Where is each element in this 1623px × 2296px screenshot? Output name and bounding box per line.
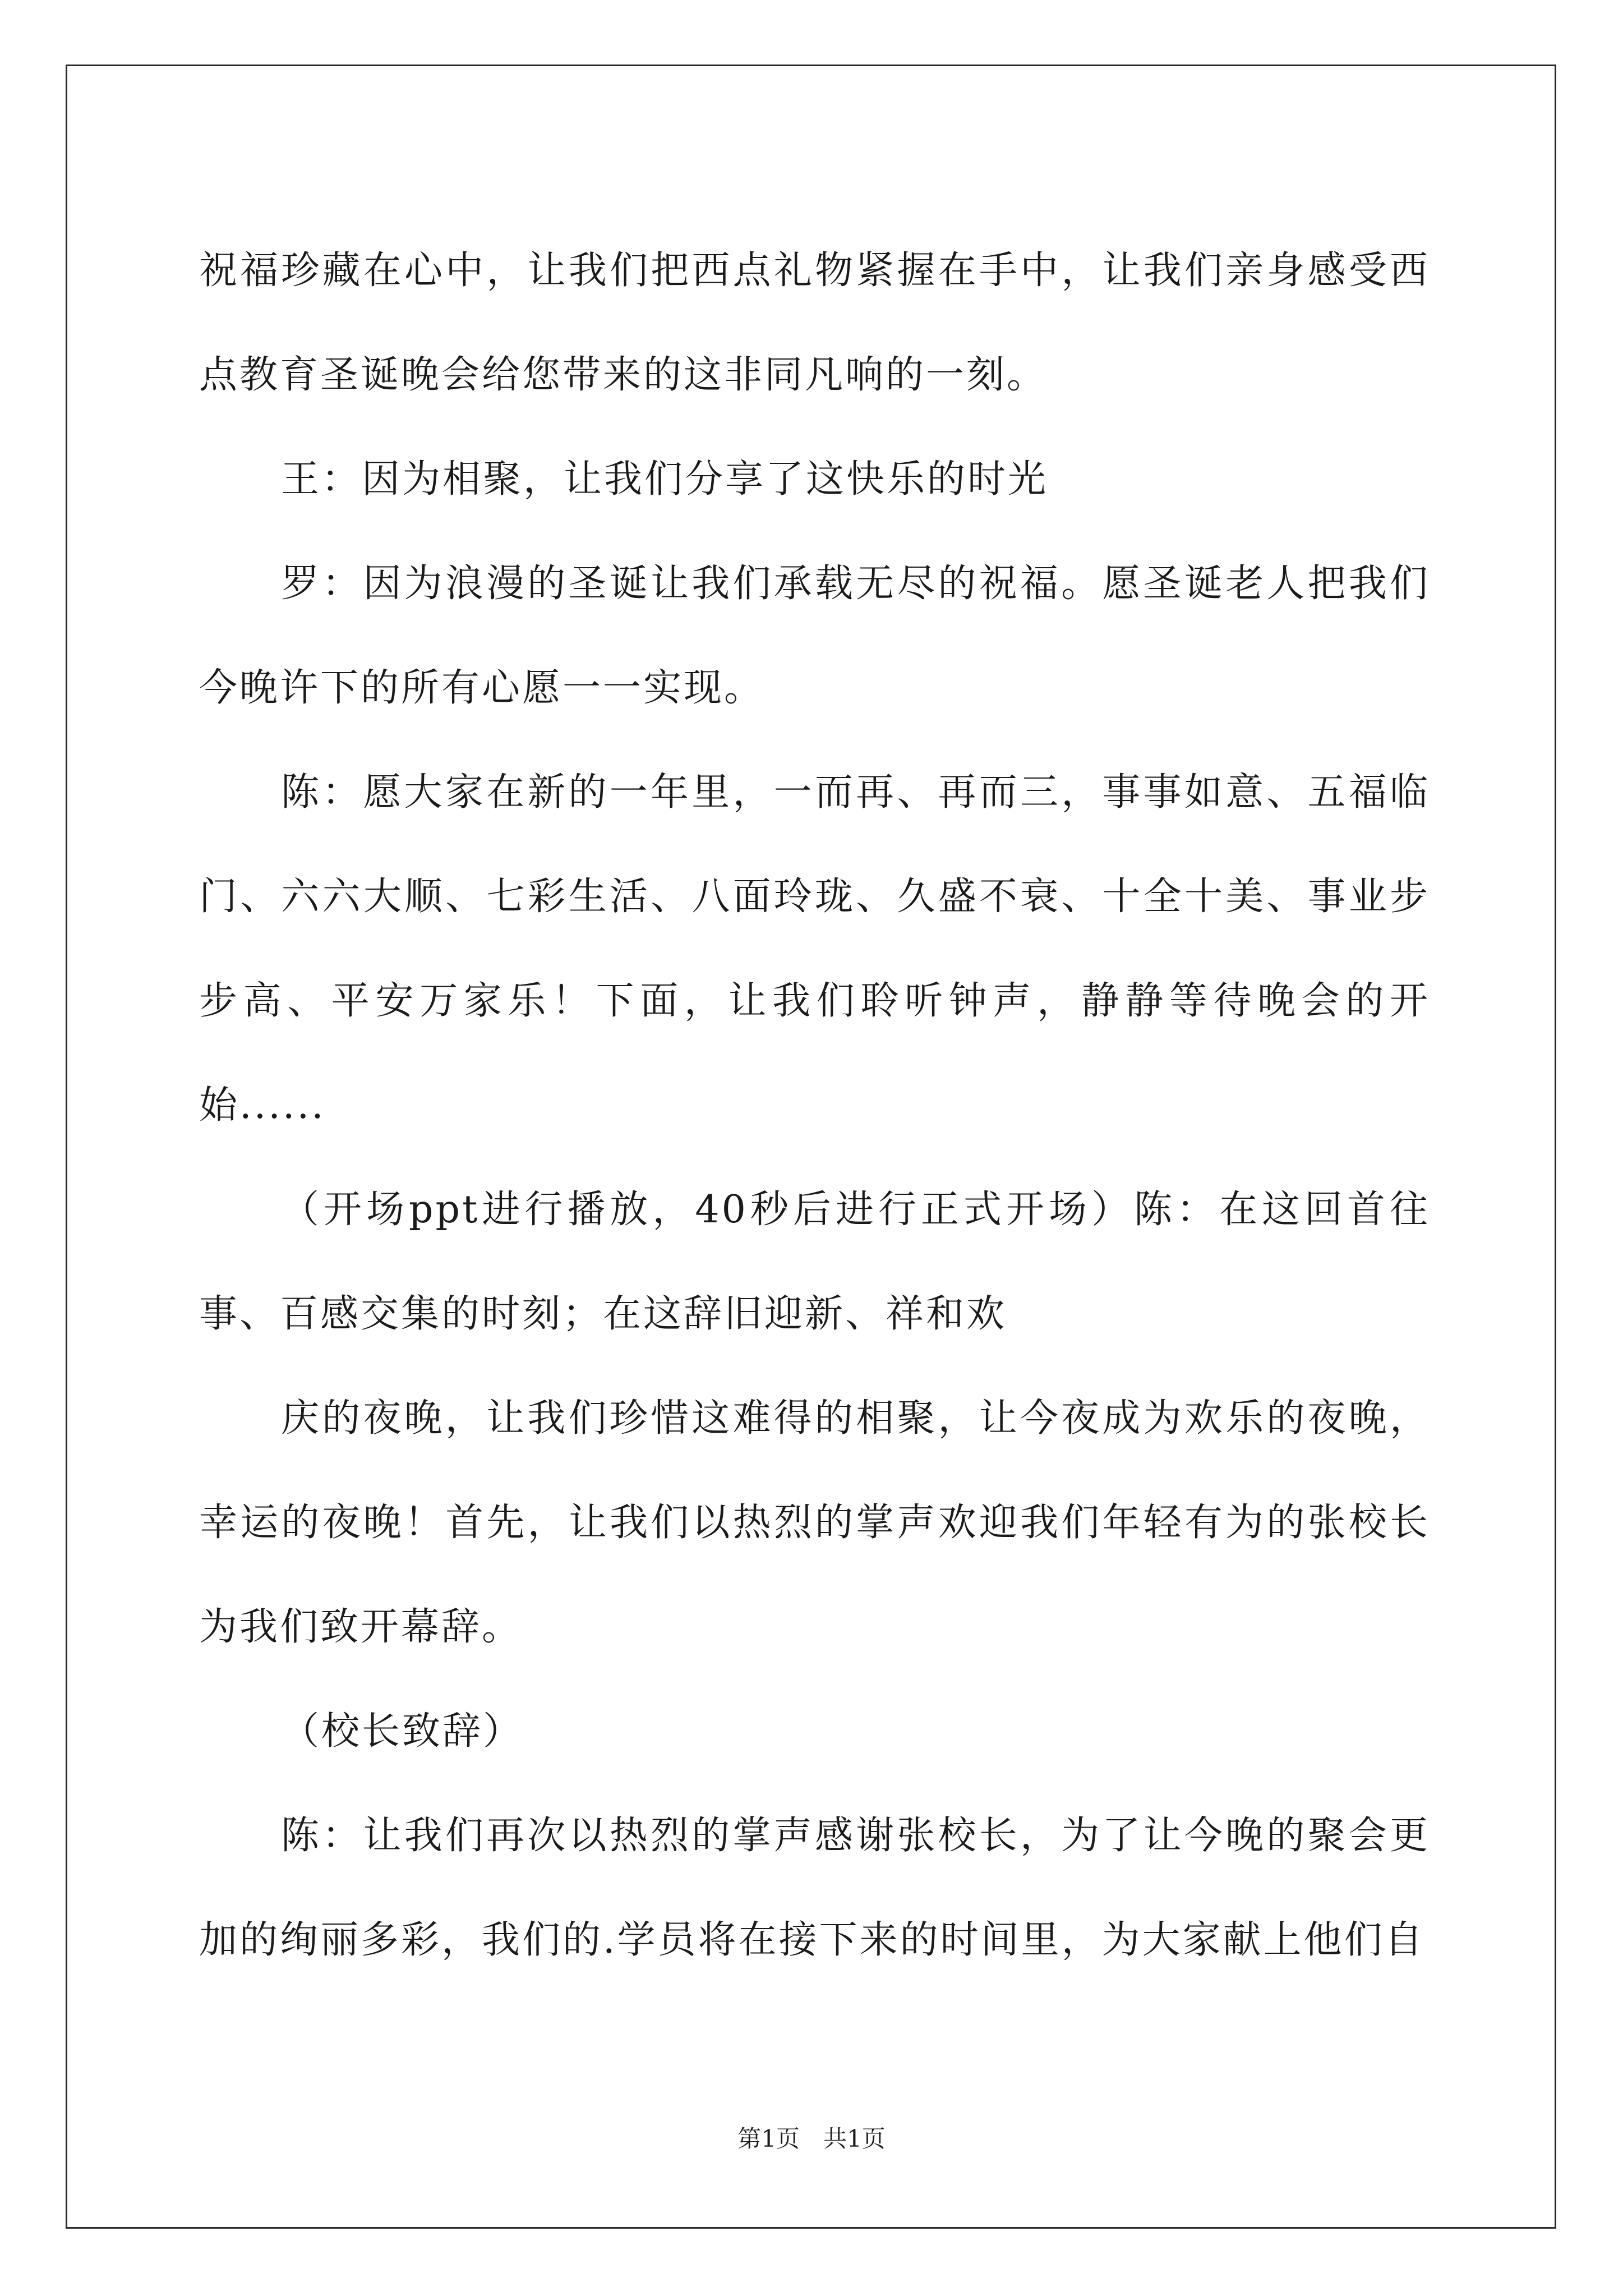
paragraph-5: （开场ppt进行播放，40秒后进行正式开场）陈：在这回首往事、百感交集的时刻；在这辞旧迎新、祥和欢 bbox=[199, 1188, 1430, 1336]
paragraph-4: 陈：愿大家在新的一年里，一而再、再而三，事事如意、五福临门、六六大顺、七彩生活、八面玲珑、久盛不衰、十全十美、事业步步高、平安万家乐！下面，让我们聆听钟声，静静等待晚会的开始...... bbox=[199, 770, 1430, 1128]
paragraph-7: （校长致辞） bbox=[281, 1709, 524, 1754]
paragraph-2: 王：因为相聚，让我们分享了这快乐的时光 bbox=[281, 457, 1049, 501]
page-footer: 第1页 共1页 bbox=[737, 2125, 886, 2152]
paragraph-3: 罗：因为浪漫的圣诞让我们承载无尽的祝福。愿圣诞老人把我们今晚许下的所有心愿一一实现。 bbox=[199, 562, 1430, 710]
paragraph-1: 祝福珍藏在心中，让我们把西点礼物紧握在手中，让我们亲身感受西点教育圣诞晚会给您带来的这非同凡响的一刻。 bbox=[199, 249, 1430, 397]
paragraph-8: 陈：让我们再次以热烈的掌声感谢张校长，为了让今晚的聚会更加的绚丽多彩，我们的.学员将在接下来的时间里，为大家献上他们自 bbox=[199, 1814, 1430, 1962]
document-body bbox=[199, 219, 1430, 1993]
paragraph-6: 庆的夜晚，让我们珍惜这难得的相聚，让今夜成为欢乐的夜晚，幸运的夜晚！首先，让我们以热烈的掌声欢迎我们年轻有为的张校长为我们致开幕辞。 bbox=[199, 1396, 1430, 1649]
